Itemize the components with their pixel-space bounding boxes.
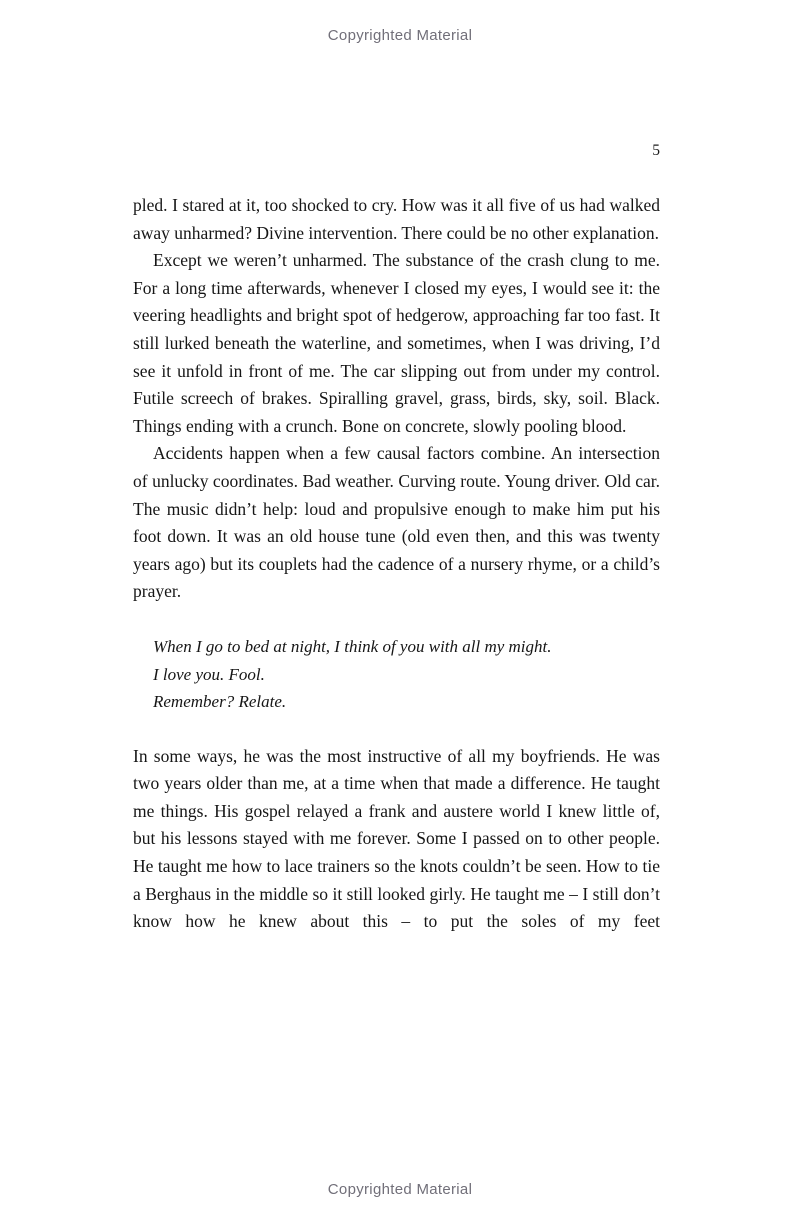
page-number: 5 [652, 142, 660, 159]
paragraph: In some ways, he was the most instructive of all my boyfriends. He was two years older than me, at a time when that made a difference. He taught me things. His gospel relayed a frank and austere world I knew little of, but his lessons stayed with me forever. Some I passed on to other people. He taught me how to lace trainers so the knots couldn’t be seen. How to tie a Berghaus in the middle so it still looked girly. He taught me – I still don’t know how he knew about this – to put the soles of my feet [133, 745, 660, 932]
copyright-watermark-bottom: Copyrighted Material [327, 1181, 473, 1198]
verse-line: Remember? Relate. [153, 692, 287, 712]
page-body [133, 142, 660, 936]
copyright-watermark-top: Copyrighted Material [327, 27, 473, 44]
paragraph: Except we weren’t unharmed. The substance of the crash clung to me. For a long time afterwards, whenever I closed my eyes, I would see it: the veering headlights and bright spot of hedgerow, approaching far too fast. It still lurked beneath the waterline, and sometimes, when I was driving, I’d see it unfold in front of me. The car slipping out from under my control. Futile screech of brakes. Spiralling gravel, grass, birds, sky, soil. Black. Things ending with a crunch. Bone on concrete, slowly pooling blood. [133, 250, 660, 436]
verse-line: When I go to bed at night, I think of you with all my might. [153, 636, 552, 656]
verse-block [153, 633, 660, 716]
paragraph-continued: pled. I stared at it, too shocked to cry. How was it all five of us had walked away unharmed? Divine intervention. There could be no other explanation. [133, 195, 660, 243]
paragraph: Accidents happen when a few causal factors combine. An intersection of unlucky coordinates. Bad weather. Curving route. Young driver. Old car. The music didn’t help: loud and propulsive enough to make him put his foot down. It was an old house tune (old even then, and this was twenty years ago) but its couplets had the cadence of a nursery rhyme, or a child’s prayer. [133, 443, 660, 602]
verse-line: I love you. Fool. [153, 664, 265, 684]
